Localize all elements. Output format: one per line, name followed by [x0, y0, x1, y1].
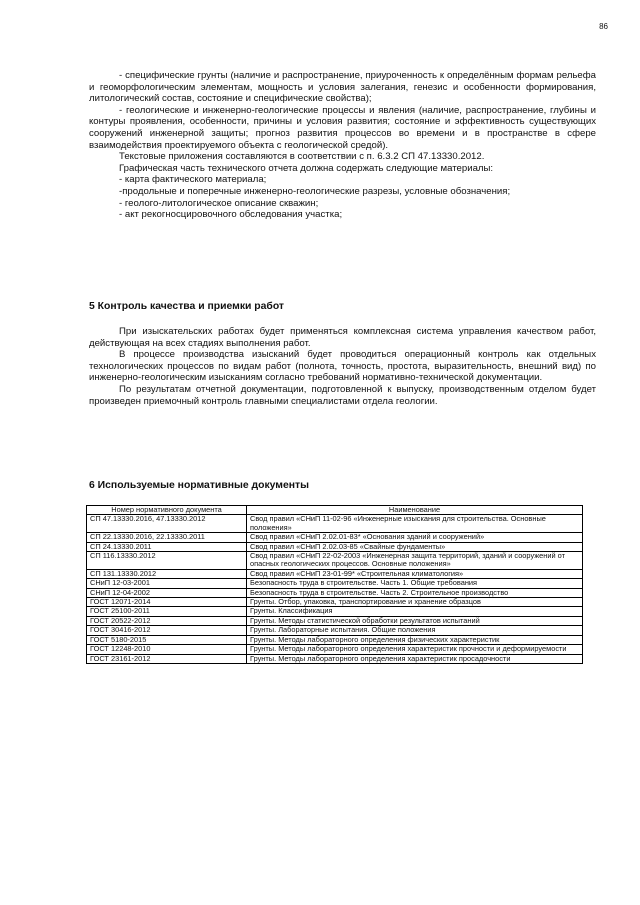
document-name-cell: Грунты. Методы статистической обработки результатов испытаний	[247, 616, 583, 625]
document-number-cell: ГОСТ 30416-2012	[87, 626, 247, 635]
document-number-cell: СП 47.13330.2016, 47.13330.2012	[87, 515, 247, 533]
document-name-cell: Свод правил «СНиП 22-02-2003 «Инженерная защита территорий, зданий и сооружений от опасных геологических процессов. Основные положения»	[247, 552, 583, 570]
document-name-cell: Безопасность труда в строительстве. Часть 2. Строительное производство	[247, 588, 583, 597]
document-name-cell: Свод правил «СНиП 23-01-99* «Строительная климатология»	[247, 569, 583, 578]
table-row	[87, 607, 583, 616]
document-number-cell: СП 24.13330.2011	[87, 542, 247, 551]
document-number-cell: СНиП 12-04-2002	[87, 588, 247, 597]
section-5-title: 5 Контроль качества и приемки работ	[89, 301, 285, 312]
document-name-cell: Свод правил «СНиП 11-02-96 «Инженерные изыскания для строительства. Основные положения»	[247, 515, 583, 533]
section-5-paragraph: При изыскательских работах будет применяться комплексная система управления качеством работ, действующая на всех стадиях выполнения работ.	[89, 326, 596, 349]
intro-item-processes: - геологические и инженерно-геологические процессы и явления (наличие, распространение, глубины и контуры проявления, особенности, причины и условия развития; состояние и эффективность существующих сооружений инженерной защиты; прогноз развития процессов во времени и в пространстве в сфере взаимодействия проектируемого объекта с геологической средой).	[89, 104, 596, 151]
document-number-cell: СП 116.13330.2012	[87, 552, 247, 570]
text-appendices-paragraph: Текстовые приложения составляются в соответствии с п. 6.3.2 СП 47.13330.2012.	[119, 151, 485, 163]
intro-section	[89, 70, 596, 221]
column-header-number: Номер нормативного документа	[87, 506, 247, 515]
page-number: 86	[599, 22, 608, 31]
document-number-cell: СП 22.13330.2016, 22.13330.2011	[87, 533, 247, 542]
table-row	[87, 579, 583, 588]
document-name-cell: Безопасность труда в строительстве. Часть 1. Общие требования	[247, 579, 583, 588]
table-row	[87, 598, 583, 607]
document-name-cell: Грунты. Методы лабораторного определения физических характеристик	[247, 635, 583, 644]
table-row	[87, 552, 583, 570]
intro-item-soils: - специфические грунты (наличие и распространение, приуроченность к определённым формам рельефа и геоморфологическим элементам, мощность и условия залегания, генезис и особенности формирования, литологический состав, состояние и специфические свойства);	[89, 70, 596, 105]
document-number-cell: СП 131.13330.2012	[87, 569, 247, 578]
document-number-cell: ГОСТ 25100-2011	[87, 607, 247, 616]
table-row	[87, 645, 583, 654]
document-name-cell: Грунты. Лабораторные испытания. Общие положения	[247, 626, 583, 635]
document-name-cell: Грунты. Классификация	[247, 607, 583, 616]
column-header-name: Наименование	[247, 506, 583, 515]
document-name-cell: Свод правил «СНиП 2.02.01-83* «Основания зданий и сооружений»	[247, 533, 583, 542]
table-row	[87, 533, 583, 542]
section-5-paragraph: По результатам отчетной документации, подготовленной к выпуску, производственным отделом будет произведен приемочный контроль главными специалистами отдела геологии.	[89, 383, 596, 407]
document-number-cell: СНиП 12-03-2001	[87, 579, 247, 588]
section-6-title: 6 Используемые нормативные документы	[89, 480, 310, 491]
graphic-item-boreholes: - геолого-литологическое описание скважин;	[119, 197, 319, 209]
document-number-cell: ГОСТ 12071-2014	[87, 598, 247, 607]
graphic-part-intro: Графическая часть технического отчета должна содержать следующие материалы:	[119, 162, 494, 174]
table-row	[87, 654, 583, 663]
document-number-cell: ГОСТ 23161-2012	[87, 654, 247, 663]
graphic-item-sections: -продольные и поперечные инженерно-геологические разрезы, условные обозначения;	[119, 185, 511, 197]
section-5-paragraph: В процессе производства изысканий будет проводиться операционный контроль как отдельных технологических процессов по видам работ (полнота, точность, простота, выразительность, внешний вид) по инженерно-геологическим изысканиям согласно требований нормативно-технической документации.	[89, 349, 596, 384]
document-name-cell: Свод правил «СНиП 2.02.03-85 «Свайные фундаменты»	[247, 542, 583, 551]
graphic-item-map: - карта фактического материала;	[119, 174, 267, 186]
section-5-body	[89, 326, 596, 407]
table-row	[87, 626, 583, 635]
document-number-cell: ГОСТ 20522-2012	[87, 616, 247, 625]
normative-documents-table	[86, 505, 583, 664]
graphic-item-survey-act: - акт рекогносцировочного обследования участка;	[119, 209, 343, 221]
document-number-cell: ГОСТ 5180-2015	[87, 635, 247, 644]
document-name-cell: Грунты. Отбор, упаковка, транспортирование и хранение образцов	[247, 598, 583, 607]
document-name-cell: Грунты. Методы лабораторного определения характеристик прочности и деформируемости	[247, 645, 583, 654]
document-name-cell: Грунты. Методы лабораторного определения характеристик просадочности	[247, 654, 583, 663]
document-number-cell: ГОСТ 12248-2010	[87, 645, 247, 654]
table-row	[87, 515, 583, 533]
